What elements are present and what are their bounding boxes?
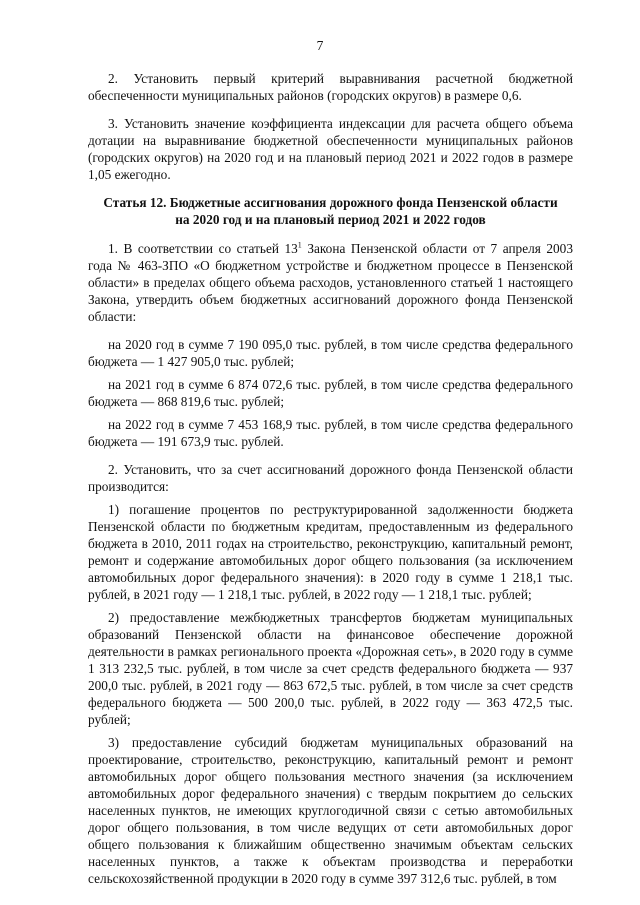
article12-paragraph-2: 2. Установить, что за счет ассигнований дорожного фонда Пензенской области производится: bbox=[88, 462, 573, 494]
document-body bbox=[88, 70, 573, 893]
page-number: 7 bbox=[316, 38, 324, 53]
article12-title-line1: Статья 12. Бюджетные ассигнования дорожного фонда Пензенской области bbox=[103, 195, 558, 210]
year-2020-allocation: на 2020 год в сумме 7 190 095,0 тыс. рублей, в том числе средства федерального бюджета — 1 427 905,0 тыс. рублей; bbox=[88, 337, 573, 369]
year-2021-allocation: на 2021 год в сумме 6 874 072,6 тыс. рублей, в том числе средства федерального бюджета — 868 819,6 тыс. рублей; bbox=[88, 377, 573, 409]
article12-heading bbox=[88, 194, 573, 228]
year-2022-allocation: на 2022 год в сумме 7 453 168,9 тыс. рублей, в том числе средства федерального бюджета — 191 673,9 тыс. рублей. bbox=[88, 417, 573, 449]
subitem-2: 2) предоставление межбюджетных трансфертов бюджетам муниципальных образований Пензенской области на финансовое обеспечение дорожной деятельности в рамках регионального проекта «Дорожная сеть», в 2020 году в сумме 1 313 232,5 тыс. рублей, в том числе за счет средств федерального бюджета — 937 200,0 тыс. рублей, в 2021 году — 863 672,5 тыс. рублей, в том числе за счет средств федерального бюджета — 500 200,0 тыс. рублей, в 2022 году — 363 472,5 тыс. рублей; bbox=[88, 610, 573, 727]
article12-title-line2: на 2020 год и на плановый период 2021 и 2022 годов bbox=[175, 212, 486, 227]
article12-paragraph-1 bbox=[88, 240, 573, 325]
subitem-3: 3) предоставление субсидий бюджетам муниципальных образований на проектирование, строительство, реконструкцию, капитальный ремонт и ремонт автомобильных дорог общего пользования местного значения (за исключением автомобильных дорог федерального значения) с твердым покрытием до сельских населенных пунктов, не имеющих круглогодичной связи с сетью автомобильных дорог общего пользования, в том числе ведущих от сети автомобильных дорог общего пользования к ближайшим общественно значимым объектам сельских населенных пунктов, а также к объектам производства и переработки сельскохозяйственной продукции в 2020 году в сумме 397 312,6 тыс. рублей, в том bbox=[88, 735, 573, 886]
p1-after: Закона Пензенской области от 7 апреля 2003 года № 463-ЗПО «О бюджетном устройстве и бюджетном процессе в Пензенской области» в пределах общего объема расходов, установленного статьей 1 настоящего Закона, утвердить объем бюджетных ассигнований дорожного фонда Пензенской области: bbox=[88, 241, 573, 324]
article11-item-3: 3. Установить значение коэффициента индексации для расчета общего объема дотации на выравнивание бюджетной обеспеченности муниципальных районов (городских округов) на 2020 год и на плановый период 2021 и 2022 годов в размере 1,05 ежегодно. bbox=[88, 116, 573, 182]
p1-superscript: 1 bbox=[297, 240, 302, 250]
p1-before: 1. В соответствии со статьей 13 bbox=[108, 241, 298, 256]
article11-item-2: 2. Установить первый критерий выравнивания расчетной бюджетной обеспеченности муниципальных районов (городских округов) в размере 0,6. bbox=[88, 71, 573, 103]
subitem-1: 1) погашение процентов по реструктурированной задолженности бюджета Пензенской области по бюджетным кредитам, предоставленным из федерального бюджета в 2010, 2011 годах на строительство, реконструкцию, капитальный ремонт, ремонт и содержание автомобильных дорог общего пользования (за исключением автомобильных дорог федерального значения): в 2020 году в сумме 1 218,1 тыс. рублей, в 2021 году — 1 218,1 тыс. рублей, в 2022 году — 1 218,1 тыс. рублей; bbox=[88, 502, 573, 602]
